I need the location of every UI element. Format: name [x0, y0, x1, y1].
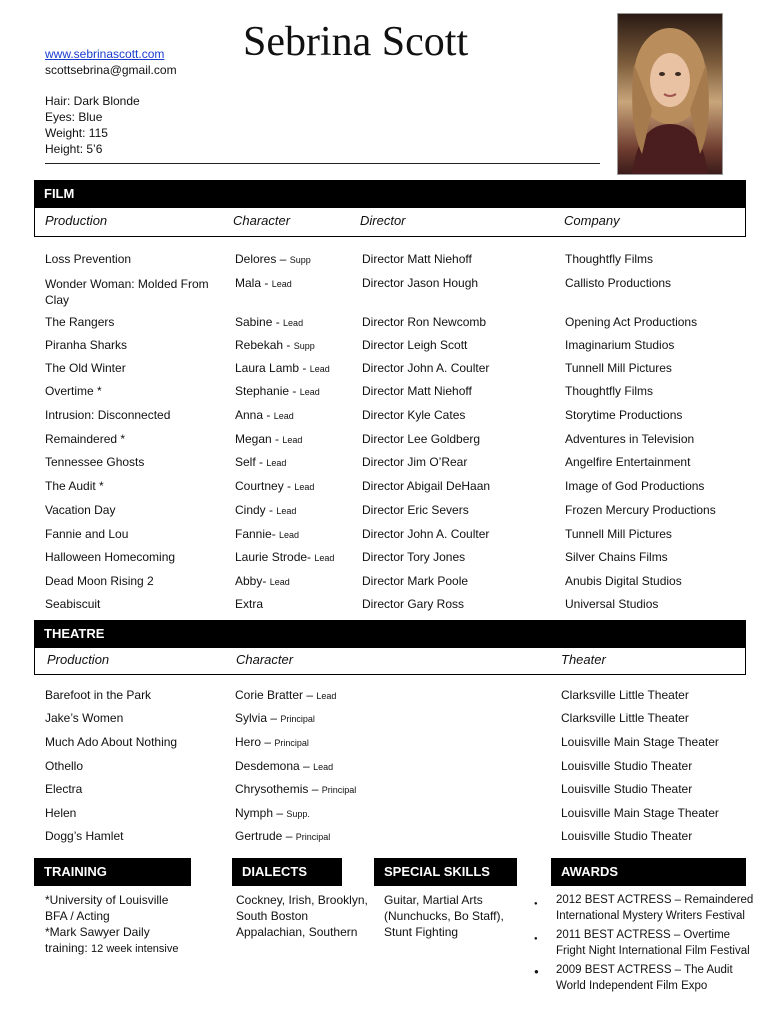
theatre-col-character: Character	[236, 652, 294, 667]
special-skills-body	[384, 892, 534, 940]
theatre-row-1-character: Corie Bratter – Lead	[235, 688, 337, 702]
theatre-header-row	[34, 648, 746, 675]
theatre-row-7-character: Gertrude – Principal	[235, 829, 331, 843]
theatre-row-6-character: Nymph – Supp.	[235, 806, 310, 820]
theatre-col-production: Production	[47, 652, 110, 667]
theatre-section-bar: THEATRE	[34, 620, 746, 648]
stat-height: Height: 5’6	[45, 142, 103, 156]
film-row-8-character: Megan - Lead	[235, 432, 303, 446]
training-line-1: *University of Louisville	[45, 893, 169, 907]
stat-eyes: Eyes: Blue	[45, 110, 103, 124]
training-line-3: *Mark Sawyer Daily	[45, 925, 150, 939]
film-row-11-character: Cindy - Lead	[235, 503, 297, 517]
theatre-row-4-character: Desdemona – Lead	[235, 759, 334, 773]
skills-line-2: (Nunchucks, Bo Staff),	[384, 909, 504, 923]
theatre-row-7-theater: Louisville Studio Theater	[561, 829, 693, 843]
stat-hair: Hair: Dark Blonde	[45, 94, 140, 108]
film-row-3-company: Opening Act Productions	[565, 315, 698, 329]
header-divider	[45, 163, 600, 164]
film-row-8-production: Remaindered *	[45, 432, 126, 446]
stat-weight: Weight: 115	[45, 126, 108, 140]
theatre-row-2-production: Jake’s Women	[45, 711, 124, 725]
dialects-line-2: South Boston	[236, 909, 309, 923]
film-row-9-production: Tennessee Ghosts	[45, 455, 145, 469]
theatre-row-3-theater: Louisville Main Stage Theater	[561, 735, 719, 749]
award-item-1: ● 2012 BEST ACTRESS – Remaindered International Mystery Writers Festival	[534, 894, 754, 922]
theatre-row-5-character: Chrysothemis – Principal	[235, 782, 357, 796]
skills-line-3: Stunt Fighting	[384, 925, 459, 939]
skills-line-1: Guitar, Martial Arts	[384, 893, 483, 907]
film-row-15-production: Seabiscuit	[45, 597, 101, 611]
award-item-2: ● 2011 BEST ACTRESS – Overtime Fright Night International Film Festival	[534, 929, 750, 957]
film-row-4-director: Director Leigh Scott	[362, 338, 468, 352]
film-row-11-director: Director Eric Severs	[362, 503, 469, 517]
film-row-14-character: Abby- Lead	[235, 574, 290, 588]
film-row-7-director: Director Kyle Cates	[362, 408, 466, 422]
film-row-1-production: Loss Prevention	[45, 252, 132, 266]
film-row-3-production: The Rangers	[45, 315, 115, 329]
film-row-8-director: Director Lee Goldberg	[362, 432, 481, 446]
film-row-14-production: Dead Moon Rising 2	[45, 574, 154, 588]
theatre-row-4-production: Othello	[45, 759, 84, 773]
film-section-bar: FILM	[34, 180, 746, 208]
theatre-row-7-production: Dogg’s Hamlet	[45, 829, 124, 843]
theatre-row-6-theater: Louisville Main Stage Theater	[561, 806, 719, 820]
dialects-section-bar: DIALECTS	[232, 858, 342, 886]
film-row-2-production: Wonder Woman: Molded From Clay	[45, 277, 209, 307]
film-row-6-character: Stephanie - Lead	[235, 384, 320, 398]
bullet-icon: ●	[534, 901, 538, 907]
film-col-character: Character	[233, 213, 291, 228]
film-row-10-production: The Audit *	[45, 479, 104, 493]
awards-section-bar: AWARDS	[551, 858, 746, 886]
film-col-company: Company	[564, 213, 620, 228]
theatre-row-3-production: Much Ado About Nothing	[45, 735, 178, 749]
theatre-row-5-production: Electra	[45, 782, 83, 796]
film-row-4-character: Rebekah - Supp	[235, 338, 315, 352]
film-row-2-director: Director Jason Hough	[362, 276, 479, 290]
film-row-5-director: Director John A. Coulter	[362, 361, 490, 375]
bullet-icon: ●	[534, 936, 538, 942]
award-item-3: ● 2009 BEST ACTRESS – The Audit World Independent Film Expo	[534, 964, 733, 992]
film-row-15-director: Director Gary Ross	[362, 597, 465, 611]
film-row-4-company: Imaginarium Studios	[565, 338, 675, 352]
website-link[interactable]: www.sebrinascott.com	[45, 47, 165, 61]
film-header-row	[34, 208, 746, 237]
film-row-12-character: Fannie- Lead	[235, 527, 300, 541]
email-text: scottsebrina@gmail.com	[45, 63, 177, 77]
theatre-row-1-production: Barefoot in the Park	[45, 688, 152, 702]
theatre-row-2-character: Sylvia – Principal	[235, 711, 315, 725]
theatre-row-1-theater: Clarksville Little Theater	[561, 688, 689, 702]
training-line-2: BFA / Acting	[45, 909, 110, 923]
theatre-row-4-theater: Louisville Studio Theater	[561, 759, 693, 773]
film-row-9-character: Self - Lead	[235, 455, 287, 469]
film-row-13-character: Laurie Strode- Lead	[235, 550, 335, 564]
film-row-7-company: Storytime Productions	[565, 408, 683, 422]
film-row-12-company: Tunnell Mill Pictures	[565, 527, 672, 541]
film-row-14-company: Anubis Digital Studios	[565, 574, 682, 588]
theatre-row-2-theater: Clarksville Little Theater	[561, 711, 689, 725]
film-row-11-production: Vacation Day	[45, 503, 116, 517]
film-row-3-director: Director Ron Newcomb	[362, 315, 487, 329]
film-row-10-director: Director Abigail DeHaan	[362, 479, 491, 493]
film-row-4-production: Piranha Sharks	[45, 338, 128, 352]
theatre-row-6-production: Helen	[45, 806, 77, 820]
contact-block	[45, 46, 177, 78]
training-section-bar: TRAINING	[34, 858, 191, 886]
film-row-13-production: Halloween Homecoming	[45, 550, 176, 564]
film-row-7-production: Intrusion: Disconnected	[45, 408, 171, 422]
film-row-10-character: Courtney - Lead	[235, 479, 315, 493]
training-line-4: training: 12 week intensive	[45, 941, 179, 955]
film-row-2-company: Callisto Productions	[565, 276, 672, 290]
film-row-15-character: Extra	[235, 597, 264, 611]
film-row-15-company: Universal Studios	[565, 597, 659, 611]
film-row-1-character: Delores – Supp	[235, 252, 311, 266]
film-row-6-company: Thoughtfly Films	[565, 384, 654, 398]
film-row-9-company: Angelfire Entertainment	[565, 455, 691, 469]
dialects-line-3: Appalachian, Southern	[236, 925, 358, 939]
film-row-11-company: Frozen Mercury Productions	[565, 503, 716, 517]
dialects-body	[236, 892, 376, 940]
actor-name: Sebrina Scott	[243, 19, 469, 65]
film-row-9-director: Director Jim O’Rear	[362, 455, 468, 469]
dialects-line-1: Cockney, Irish, Brooklyn,	[236, 893, 368, 907]
film-row-14-director: Director Mark Poole	[362, 574, 469, 588]
film-col-production: Production	[45, 213, 108, 228]
film-row-2-character: Mala - Lead	[235, 276, 292, 290]
bullet-icon: ●	[534, 967, 539, 976]
awards-body	[534, 892, 766, 994]
film-row-5-production: The Old Winter	[45, 361, 126, 375]
film-row-1-company: Thoughtfly Films	[565, 252, 654, 266]
theatre-row-5-theater: Louisville Studio Theater	[561, 782, 693, 796]
film-row-13-director: Director Tory Jones	[362, 550, 466, 564]
headshot-photo	[617, 13, 723, 175]
theatre-col-theater: Theater	[561, 652, 606, 667]
stats-block	[45, 93, 140, 157]
film-row-13-company: Silver Chains Films	[565, 550, 668, 564]
film-row-7-character: Anna - Lead	[235, 408, 294, 422]
film-row-12-production: Fannie and Lou	[45, 527, 129, 541]
film-row-3-character: Sabine - Lead	[235, 315, 304, 329]
film-col-director: Director	[360, 213, 406, 228]
film-row-10-company: Image of God Productions	[565, 479, 705, 493]
film-row-8-company: Adventures in Television	[565, 432, 695, 446]
theatre-row-3-character: Hero – Principal	[235, 735, 309, 749]
film-row-1-director: Director Matt Niehoff	[362, 252, 472, 266]
special-skills-section-bar: SPECIAL SKILLS	[374, 858, 517, 886]
headshot-figure	[618, 14, 722, 174]
film-row-5-company: Tunnell Mill Pictures	[565, 361, 672, 375]
film-row-6-director: Director Matt Niehoff	[362, 384, 472, 398]
film-row-5-character: Laura Lamb - Lead	[235, 361, 330, 375]
training-body	[45, 892, 225, 957]
film-row-12-director: Director John A. Coulter	[362, 527, 490, 541]
film-row-6-production: Overtime *	[45, 384, 102, 398]
